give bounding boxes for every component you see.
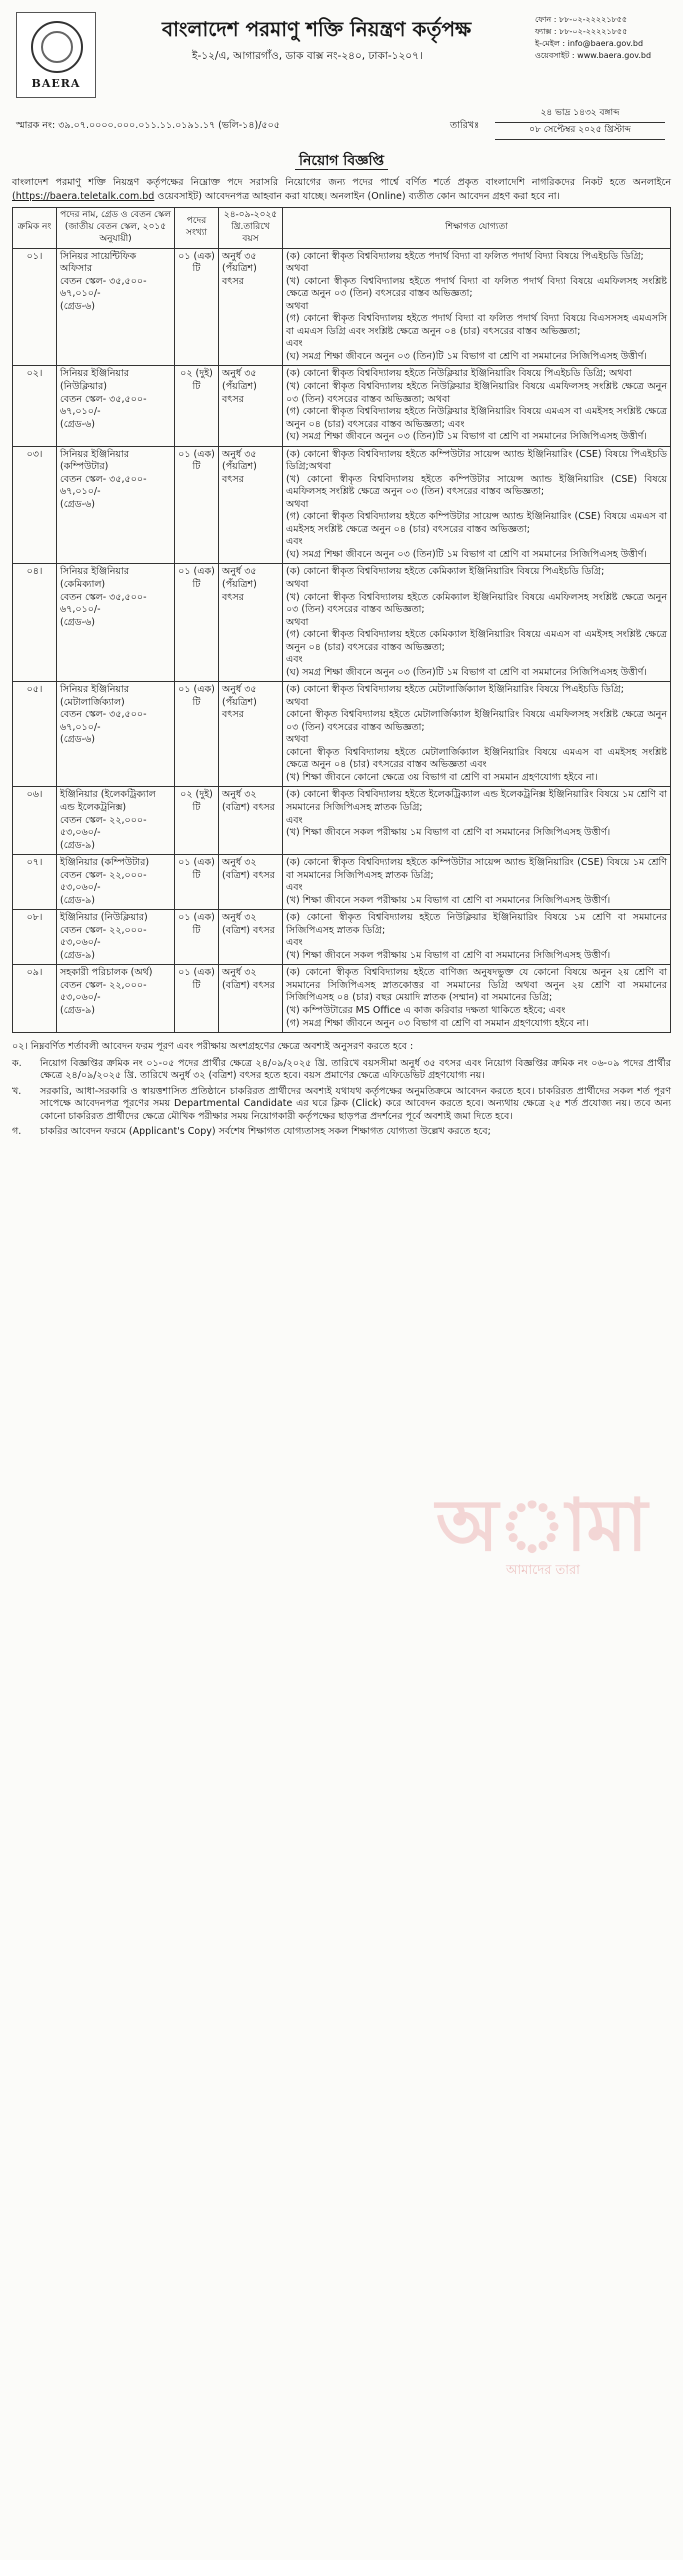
age-limit-cell: অনুর্ধ ৩২ (বত্রিশ) বৎসর: [219, 855, 283, 910]
post-line: ৫৩,০৬০/-: [60, 937, 101, 949]
baera-logo: [16, 12, 96, 98]
organization-address: ই-১২/এ, আগারগাঁও, ডাক বাক্স নং-২৪০, ঢাকা-১২০৭।: [192, 50, 423, 62]
table-row: [13, 787, 671, 855]
post-count-cell: ০২ (দুই) টি: [175, 366, 219, 446]
qualification-cell: [283, 910, 671, 965]
post-line: বেতন স্কেল- ২২,০০০-: [60, 869, 147, 881]
qualification-line: কোনো স্বীকৃত বিশ্ববিদ্যালয় হইতে মেটালার্জিক্যাল ইঞ্জিনিয়ারিং বিষয়ে এমফিলসহ সংশ্লিষ্ট ক্ষেত্রে অনুন ০৩ (তিন) বৎসরের বাস্তব অভিজ্ঞতা;: [286, 709, 667, 733]
post-line: ৬৭,০১০/-: [60, 406, 101, 418]
qualification-line: (খ) কোনো স্বীকৃত বিশ্ববিদ্যালয় হইতে কেমিক্যাল ইঞ্জিনিয়ারিং বিষয়ে এমফিলসহ সংশ্লিষ্ট ক্ষেত্রে অনুন ০৩ (তিন) বৎসরের বাস্তব অভিজ্ঞতা;: [286, 591, 667, 616]
intro-paragraph: বাংলাদেশ পরমাণু শক্তি নিয়ন্ত্রণ কর্তৃপক্ষের নিম্নোক্ত পদে সরাসরি নিয়োগের জন্য পদের পার্শ্বে বর্ণিত শর্তে প্রকৃত বাংলাদেশি নাগরিকদের নিকট হতে অনলাইনে (https://baera.teletalk.com.bd ওয়েবসাইট) আবেদনপত্র আহবান করা যাচ্ছে। অনলাইন (Online) ব্যতীত কোন আবেদন গ্রহণ করা হবে না।: [12, 177, 671, 202]
qualification-line: এবং: [286, 937, 303, 949]
post-line: (গ্রেড-৬): [60, 418, 95, 430]
post-cell: [57, 564, 175, 682]
post-line: (কেমিক্যাল): [60, 578, 106, 590]
website-line: ওয়েবসাইট : www.baera.gov.bd: [535, 51, 652, 60]
date-english: ০৮ সেপ্টেম্বর ২০২৫ খ্রিস্টাব্দ: [495, 123, 665, 140]
email-line: ই-মেইল : info@baera.gov.bd: [535, 39, 644, 48]
post-cell: [57, 787, 175, 855]
newspaper-watermark: অামা আমাদের তারা: [436, 1483, 648, 1578]
qualification-line: (ক) কোনো স্বীকৃত বিশ্ববিদ্যালয় হইতে মেটালার্জিক্যাল ইঞ্জিনিয়ারিং বিষয়ে পিএইচডি ডিগ্রি;: [286, 684, 624, 696]
condition-item: গ. চাকরির আবেদন ফরমে (Applicant's Copy) সর্বশেষ শিক্ষাগত যোগ্যতাসহ সকল শিক্ষাগত যোগ্যতা উল্লেখ করতে হবে;: [12, 1126, 491, 1138]
age-limit-cell: অনুর্ধ ৩৫ (পঁয়ত্রিশ) বৎসর: [219, 446, 283, 564]
logo-text: BAERA: [31, 77, 81, 90]
qualification-cell: [283, 965, 671, 1033]
conditions-section: [12, 1041, 671, 1139]
post-line: সিনিয়র ইঞ্জিনিয়ার: [60, 684, 129, 696]
post-line: সহকারী পরিচালক (অর্থ): [60, 967, 153, 979]
table-row: [13, 446, 671, 564]
qualification-line: অথবা: [286, 300, 309, 312]
post-line: ৬৭,০১০/-: [60, 604, 101, 616]
memo-reference: স্মারক নং: ৩৯.০৭.০০০০.০০০.০১১.১১.০১৯১.১৭ (ভলি-১৪)/৫০৫: [16, 120, 280, 131]
post-cell: [57, 855, 175, 910]
post-line: এন্ড ইলেকট্রনিক্স): [60, 802, 127, 813]
post-line: বেতন স্কেল- ৩৫,৫০০-: [60, 591, 147, 603]
qualification-line: এবং: [286, 654, 303, 666]
qualification-line: (ঘ) সমগ্র শিক্ষা জীবনে অনুন ০৩ (তিন)টি ১ম বিভাগ বা শ্রেণি বা সমমানের সিজিপিএসহ উত্তীর্ণ।: [286, 666, 647, 678]
qualification-line: (ক) কোনো স্বীকৃত বিশ্ববিদ্যালয় হইতে পদার্থ বিদ্যা বা ফলিত পদার্থ বিদ্যা বিষয়ে পিএইচডি ডিগ্রি;: [286, 250, 644, 262]
post-line: (গ্রেড-৬): [60, 616, 95, 628]
qualification-line: (ক) কোনো স্বীকৃত বিশ্ববিদ্যালয় হইতে কেমিক্যাল ইঞ্জিনিয়ারিং বিষয়ে পিএইচডি ডিগ্রি;: [286, 566, 605, 578]
post-line: সিনিয়র সায়েন্টিফিক: [60, 250, 137, 262]
qualification-cell: [283, 682, 671, 787]
post-line: (গ্রেড-৯): [60, 1004, 95, 1016]
post-count-cell: ০১ (এক) টি: [175, 248, 219, 366]
header-serial: ক্রমিক নং: [13, 208, 57, 249]
condition-item: ক. নিয়োগ বিজ্ঞপ্তির ক্রমিক নং ০১-০৫ পদের প্রার্থীর ক্ষেত্রে ২৪/০৯/২০২৫ খ্রি. তারিখে বয়সসীমা অনুর্ধ ৩৫ বৎসর এবং নিয়োগ বিজ্ঞপ্তির ক্রমিক নং ০৬-০৯ পদের প্রার্থীর ক্ষেত্রে ২৪/০৯/২০২৫ খ্রি. তারিখে অনুর্ধ ৩২ (বত্রিশ) বৎসর হতে হবে। বয়স প্রমাণের ক্ষেত্রে এফিডেভিট গ্রহণযোগ্য নয়।: [12, 1057, 671, 1082]
serial-cell: ০৫।: [13, 682, 57, 787]
serial-cell: ০৪।: [13, 564, 57, 682]
posts-table-body: [13, 248, 671, 1032]
qualification-cell: [283, 855, 671, 910]
notice-title: নিয়োগ বিজ্ঞপ্তি: [12, 152, 671, 170]
post-count-cell: ০১ (এক) টি: [175, 682, 219, 787]
qualification-line: (খ) কম্পিউটারের MS Office এ কাজ করিবার দক্ষতা থাকিতে হইবে; এবং: [286, 1004, 566, 1016]
date-bangla: ২৪ ভাদ্র ১৪৩২ বঙ্গাব্দ: [495, 106, 665, 123]
header-age: ২৪-০৯-২০২৫ খ্রি.তারিখে বয়স: [219, 208, 283, 249]
qualification-line: (খ) কোনো স্বীকৃত বিশ্ববিদ্যালয় হইতে নিউক্লিয়ার ইঞ্জিনিয়ারিং বিষয়ে এমফিলসহ সংশ্লিষ্ট ক্ষেত্রে অনুন ০৩ (তিন) বৎসরের বাস্তব অভিজ্ঞতা; অথবা: [286, 381, 667, 405]
phone-line: ফোন : ৮৮-০২-২২২২১৮৫৫: [535, 15, 628, 24]
qualification-line: (ক) কোনো স্বীকৃত বিশ্ববিদ্যালয় হইতে বাণিজ্য অনুষদভুক্ত যে কোনো বিষয়ে অনুন ২য় শ্রেণি বা সমমানের সিজিপিএসহ স্নাতকোত্তর বা সমমানের ডিগ্রি অথবা অনুন ২য় শ্রেণি বা সমমানের সিজিপিএসহ ০৪ (চার) বছর মেয়াদি স্নাতক (সম্মান) বা সমমানের ডিগ্রি;: [286, 967, 667, 1004]
posts-table: [12, 207, 671, 1033]
post-line: (গ্রেড-৯): [60, 949, 95, 961]
qualification-line: (খ) কোনো স্বীকৃত বিশ্ববিদ্যালয় হইতে কম্পিউটার সায়েন্স অ্যান্ড ইঞ্জিনিয়ারিং (CSE) বিষয়ে এমফিলসহ সংশ্লিষ্ট ক্ষেত্রে অনুন ০৩ (তিন) বৎসরের বাস্তব অভিজ্ঞতা;: [286, 473, 667, 498]
post-cell: [57, 910, 175, 965]
qualification-line: (ক) কোনো স্বীকৃত বিশ্ববিদ্যালয় হইতে নিউক্লিয়ার ইঞ্জিনিয়ারিং বিষয়ে পিএইচডি ডিগ্রি; অথবা: [286, 368, 632, 380]
header-count: পদের সংখ্যা: [175, 208, 219, 249]
post-line: সিনিয়র ইঞ্জিনিয়ার: [60, 368, 129, 380]
post-line: (গ্রেড-৯): [60, 894, 95, 906]
post-line: ৬৭,০১০/-: [60, 486, 101, 498]
post-line: (গ্রেড-৯): [60, 839, 95, 851]
post-line: ৫৩,০৬০/-: [60, 882, 101, 894]
post-cell: [57, 965, 175, 1033]
age-limit-cell: অনুর্ধ ৩২ (বত্রিশ) বৎসর: [219, 910, 283, 965]
post-cell: [57, 682, 175, 787]
conditions-lead: ০২। নিম্নবর্ণিত শর্তাবলী আবেদন ফরম পূরণ এবং পরীক্ষায় অংশগ্রহণের ক্ষেত্রে অবশ্যই অনুসরণ করতে হবে :: [12, 1041, 414, 1053]
qualification-line: কোনো স্বীকৃত বিশ্ববিদ্যালয় হইতে মেটালার্জিক্যাল ইঞ্জিনিয়ারিং বিষয়ে এমএস বা এমইসহ সংশ্লিষ্ট ক্ষেত্রে অনুন ০৪ (চার) বৎসরের বাস্তব অভিজ্ঞতা এবং: [286, 746, 667, 771]
age-limit-cell: অনুর্ধ ৩৫ (পঁয়ত্রিশ) বৎসর: [219, 366, 283, 446]
qualification-line: অথবা: [286, 263, 309, 275]
qualification-line: অথবা: [286, 696, 309, 708]
post-line: বেতন স্কেল- ২২,০০০-: [60, 924, 147, 936]
qualification-cell: [283, 787, 671, 855]
post-line: অফিসার: [60, 263, 93, 275]
post-line: (গ্রেড-৬): [60, 498, 95, 510]
table-row: [13, 682, 671, 787]
qualification-line: (ঘ) সমগ্র শিক্ষা জীবনে অনুন ০৩ (তিন)টি ১ম বিভাগ বা শ্রেণি বা সমমানের সিজিপিএসহ উত্তীর্ণ।: [286, 548, 647, 560]
serial-cell: ০৩।: [13, 446, 57, 564]
qualification-line: (খ) শিক্ষা জীবনে সকল পরীক্ষায় ১ম বিভাগ বা শ্রেণি বা সমমানের সিজিপিএসহ উত্তীর্ণ।: [286, 894, 611, 906]
post-count-cell: ০১ (এক) টি: [175, 446, 219, 564]
qualification-line: অথবা: [286, 498, 309, 510]
table-row: [13, 564, 671, 682]
qualification-line: অথবা: [286, 616, 309, 628]
qualification-line: এবং: [286, 536, 303, 548]
table-row: [13, 910, 671, 965]
qualification-line: (গ) কোনো স্বীকৃত বিশ্ববিদ্যালয় হইতে কেমিক্যাল ইঞ্জিনিয়ারিং বিষয়ে এমএস বা এমইসহ সংশ্লিষ্ট ক্ষেত্রে অনুন ০৪ (চার) বৎসরের বাস্তব অভিজ্ঞতা;: [286, 629, 667, 653]
post-cell: [57, 446, 175, 564]
serial-cell: ০৮।: [13, 910, 57, 965]
post-line: (কম্পিউটার): [60, 461, 109, 473]
post-line: বেতন স্কেল- ২২,০০০-: [60, 814, 147, 826]
logo-ring-inner: [41, 31, 73, 63]
table-row: [13, 965, 671, 1033]
letterhead: [12, 8, 671, 106]
post-count-cell: ০১ (এক) টি: [175, 564, 219, 682]
post-line: (গ্রেড-৬): [60, 734, 95, 746]
post-line: সিনিয়র ইঞ্জিনিয়ার: [60, 448, 129, 460]
post-cell: [57, 248, 175, 366]
table-row: [13, 248, 671, 366]
post-line: বেতন স্কেল- ৩৫,৫০০-: [60, 275, 147, 287]
serial-cell: ০১।: [13, 248, 57, 366]
qualification-cell: [283, 366, 671, 446]
date-box: [495, 106, 665, 140]
fax-line: ফ্যাক্স : ৮৮-০২-২২২২১৮৫৫: [535, 27, 628, 36]
post-line: ৬৭,০১০/-: [60, 721, 101, 733]
qualification-line: (ঘ) সমগ্র শিক্ষা জীবনে অনুন ০৩ (তিন)টি ১ম বিভাগ বা শ্রেণি বা সমমানের সিজিপিএসহ উত্তীর্ণ।: [286, 431, 647, 443]
qualification-line: এবং: [286, 882, 303, 894]
post-line: ইঞ্জিনিয়ার (কম্পিউটার): [60, 857, 150, 869]
age-limit-cell: অনুর্ধ ৩৫ (পঁয়ত্রিশ) বৎসর: [219, 682, 283, 787]
post-line: ইঞ্জিনিয়ার (ইলেকট্রিক্যাল: [60, 789, 156, 801]
qualification-line: অথবা: [286, 734, 309, 746]
memo-row: [12, 106, 671, 140]
qualification-line: অথবা: [286, 578, 309, 590]
qualification-cell: [283, 446, 671, 564]
post-line: (নিউক্লিয়ার): [60, 381, 107, 392]
post-line: বেতন স্কেল- ৩৫,৫০০-: [60, 709, 147, 721]
age-limit-cell: অনুর্ধ ৩২ (বত্রিশ) বৎসর: [219, 965, 283, 1033]
qualification-line: (খ) কোনো স্বীকৃত বিশ্ববিদ্যালয় হইতে পদার্থ বিদ্যা বা ফলিত পদার্থ বিদ্যা বিষয়ে এমফিলসহ সংশ্লিষ্ট ক্ষেত্রে অনুন ০৩ (তিন) বৎসরের বাস্তব অভিজ্ঞতা;: [286, 275, 667, 300]
serial-cell: ০৬।: [13, 787, 57, 855]
qualification-line: (ক) কোনো স্বীকৃত বিশ্ববিদ্যালয় হইতে নিউক্লিয়ার ইঞ্জিনিয়ারিং বিষয়ে ১ম শ্রেণি বা সমমানের সিজিপিএসহ স্নাতক ডিগ্রি;: [286, 912, 667, 936]
post-line: (গ্রেড-৬): [60, 300, 95, 312]
post-count-cell: ০১ (এক) টি: [175, 965, 219, 1033]
qualification-line: (গ) কোনো স্বীকৃত বিশ্ববিদ্যালয় হইতে কম্পিউটার সায়েন্স অ্যান্ড ইঞ্জিনিয়ারিং (CSE) বিষয়ে এমএস বা এমইসহ সংশ্লিষ্ট ক্ষেত্রে অনুন ০৪ (চার) বৎসরের বাস্তব অভিজ্ঞতা;: [286, 511, 667, 535]
age-limit-cell: অনুর্ধ ৩৫ (পঁয়ত্রিশ) বৎসর: [219, 564, 283, 682]
organization-title: বাংলাদেশ পরমাণু শক্তি নিয়ন্ত্রণ কর্তৃপক্ষ: [162, 17, 472, 41]
qualification-line: (ক) কোনো স্বীকৃত বিশ্ববিদ্যালয় হইতে কম্পিউটার সায়েন্স অ্যান্ড ইঞ্জিনিয়ারিং (CSE) বিষয়ে ১ম শ্রেণি বা সমমানের সিজিপিএসহ স্নাতক ডিগ্রি;: [286, 857, 667, 881]
qualification-cell: [283, 248, 671, 366]
post-line: ৬৭,০১০/-: [60, 288, 101, 300]
qualification-line: (ক) কোনো স্বীকৃত বিশ্ববিদ্যালয় হইতে ইলেকট্রিক্যাল এন্ড ইলেকট্রনিক্স ইঞ্জিনিয়ারিং বিষয়ে ১ম শ্রেণি বা সমমানের সিজিপিএসহ স্নাতক ডিগ্রি;: [286, 789, 667, 813]
post-count-cell: ০১ (এক) টি: [175, 855, 219, 910]
age-limit-cell: অনুর্ধ ৩৫ (পঁয়ত্রিশ) বৎসর: [219, 248, 283, 366]
condition-item: খ. সরকারি, আধা-সরকারি ও স্বায়ত্তশাসিত প্রতিষ্ঠানে চাকরিরত প্রার্থীদের অবশ্যই যথাযথ কর্তৃপক্ষের অনুমতিক্রমে আবেদন করতে হবে। চাকরিরত প্রার্থীদের সকল শর্ত পূরণ সাপেক্ষে আবেদনপত্র পূরণের সময় Departmental Candidate এর ঘরে ক্লিক (Click) করে আবেদন করতে হবে। অন্যথায় ক্ষেত্রে ২৫ শর্ত প্রযোজ্য নয়। তবে অন্য কোনো চাকরিরত প্রার্থীদের ক্ষেত্রে মৌখিক পরীক্ষার সময় নিয়োগকারী কর্তৃপক্ষের ছাড়পত্র প্রদর্শনের পূর্বে অবশ্যই জমা দিতে হবে।: [12, 1085, 671, 1122]
post-line: বেতন স্কেল- ৩৫,৫০০-: [60, 473, 147, 485]
serial-cell: ০৭।: [13, 855, 57, 910]
post-count-cell: ০১ (এক) টি: [175, 910, 219, 965]
post-line: সিনিয়র ইঞ্জিনিয়ার: [60, 566, 129, 578]
table-header-row: [13, 208, 671, 249]
qualification-line: (খ) শিক্ষা জীবনে সকল পরীক্ষায় ১ম বিভাগ বা শ্রেণি বা সমমানের সিজিপিএসহ উত্তীর্ণ।: [286, 949, 611, 961]
post-cell: [57, 366, 175, 446]
date-label: তারিখঃ: [450, 120, 480, 131]
qualification-line: এবং: [286, 338, 303, 350]
qualification-line: (গ) কোনো স্বীকৃত বিশ্ববিদ্যালয় হইতে নিউক্লিয়ার ইঞ্জিনিয়ারিং বিষয়ে এমএস বা এমইসহ সংশ্লিষ্ট ক্ষেত্রে অনুন ০৪ (চার) বৎসরের বাস্তব অভিজ্ঞতা; এবং: [286, 406, 667, 430]
application-link[interactable]: (https://baera.teletalk.com.bd: [12, 190, 155, 202]
header-post: পদের নাম, গ্রেড ও বেতন স্কেল (জাতীয় বেতন স্কেল, ২০১৫ অনুযায়ী): [57, 208, 175, 249]
post-line: ৫৩,০৬০/-: [60, 992, 101, 1004]
qualification-cell: [283, 564, 671, 682]
serial-cell: ০৯।: [13, 965, 57, 1033]
serial-cell: ০২।: [13, 366, 57, 446]
qualification-line: (ঘ) সমগ্র শিক্ষা জীবনে অনুন ০৩ (তিন)টি ১ম বিভাগ বা শ্রেণি বা সমমানের সিজিপিএসহ উত্তীর্ণ।: [286, 350, 647, 362]
post-count-cell: ০২ (দুই) টি: [175, 787, 219, 855]
age-limit-cell: অনুর্ধ ৩২ (বত্রিশ) বৎসর: [219, 787, 283, 855]
post-line: বেতন স্কেল- ২২,০০০-: [60, 979, 147, 991]
table-row: [13, 366, 671, 446]
header-qualification: শিক্ষাগত যোগ্যতা: [283, 208, 671, 249]
conditions-list: [12, 1058, 671, 1139]
contact-block: [535, 14, 667, 62]
post-line: (মেটালার্জিক্যাল): [60, 696, 125, 708]
qualification-line: (ক) কোনো স্বীকৃত বিশ্ববিদ্যালয় হইতে কম্পিউটার সায়েন্স অ্যান্ড ইঞ্জিনিয়ারিং (CSE) বিষয়ে পিএইচডি ডিগ্রি;অথবা: [286, 448, 667, 473]
qualification-line: (গ) কোনো স্বীকৃত বিশ্ববিদ্যালয় হইতে পদার্থ বিদ্যা বা ফলিত পদার্থ বিদ্যা বিষয়ে বিএসসসহ এমএসসি বা এমএস ডিগ্রি এবং সংশ্লিষ্ট ক্ষেত্রে অনুন ০৪ (চার) বৎসরের বাস্তব অভিজ্ঞতা;: [286, 313, 667, 337]
post-line: ৫৩,০৬০/-: [60, 827, 101, 839]
qualification-line: (গ) সমগ্র শিক্ষা জীবনে অনুন ০৩ বিভাগ বা শ্রেণি বা সমমান গ্রহণযোগ্য হইবে না।: [286, 1017, 589, 1029]
qualification-line: এবং: [286, 814, 303, 826]
table-row: [13, 855, 671, 910]
post-line: ইঞ্জিনিয়ার (নিউক্লিয়ার): [60, 912, 148, 924]
qualification-line: (খ) শিক্ষা জীবনে কোনো ক্ষেত্রে ৩য় বিভাগ বা শ্রেণি বা সমমান গ্রহণযোগ্য হইবে না।: [286, 771, 598, 783]
qualification-line: (খ) শিক্ষা জীবনে সকল পরীক্ষায় ১ম বিভাগ বা শ্রেণি বা সমমানের সিজিপিএসহ উত্তীর্ণ।: [286, 827, 611, 839]
post-line: বেতন স্কেল- ৩৫,৫০০-: [60, 393, 147, 405]
